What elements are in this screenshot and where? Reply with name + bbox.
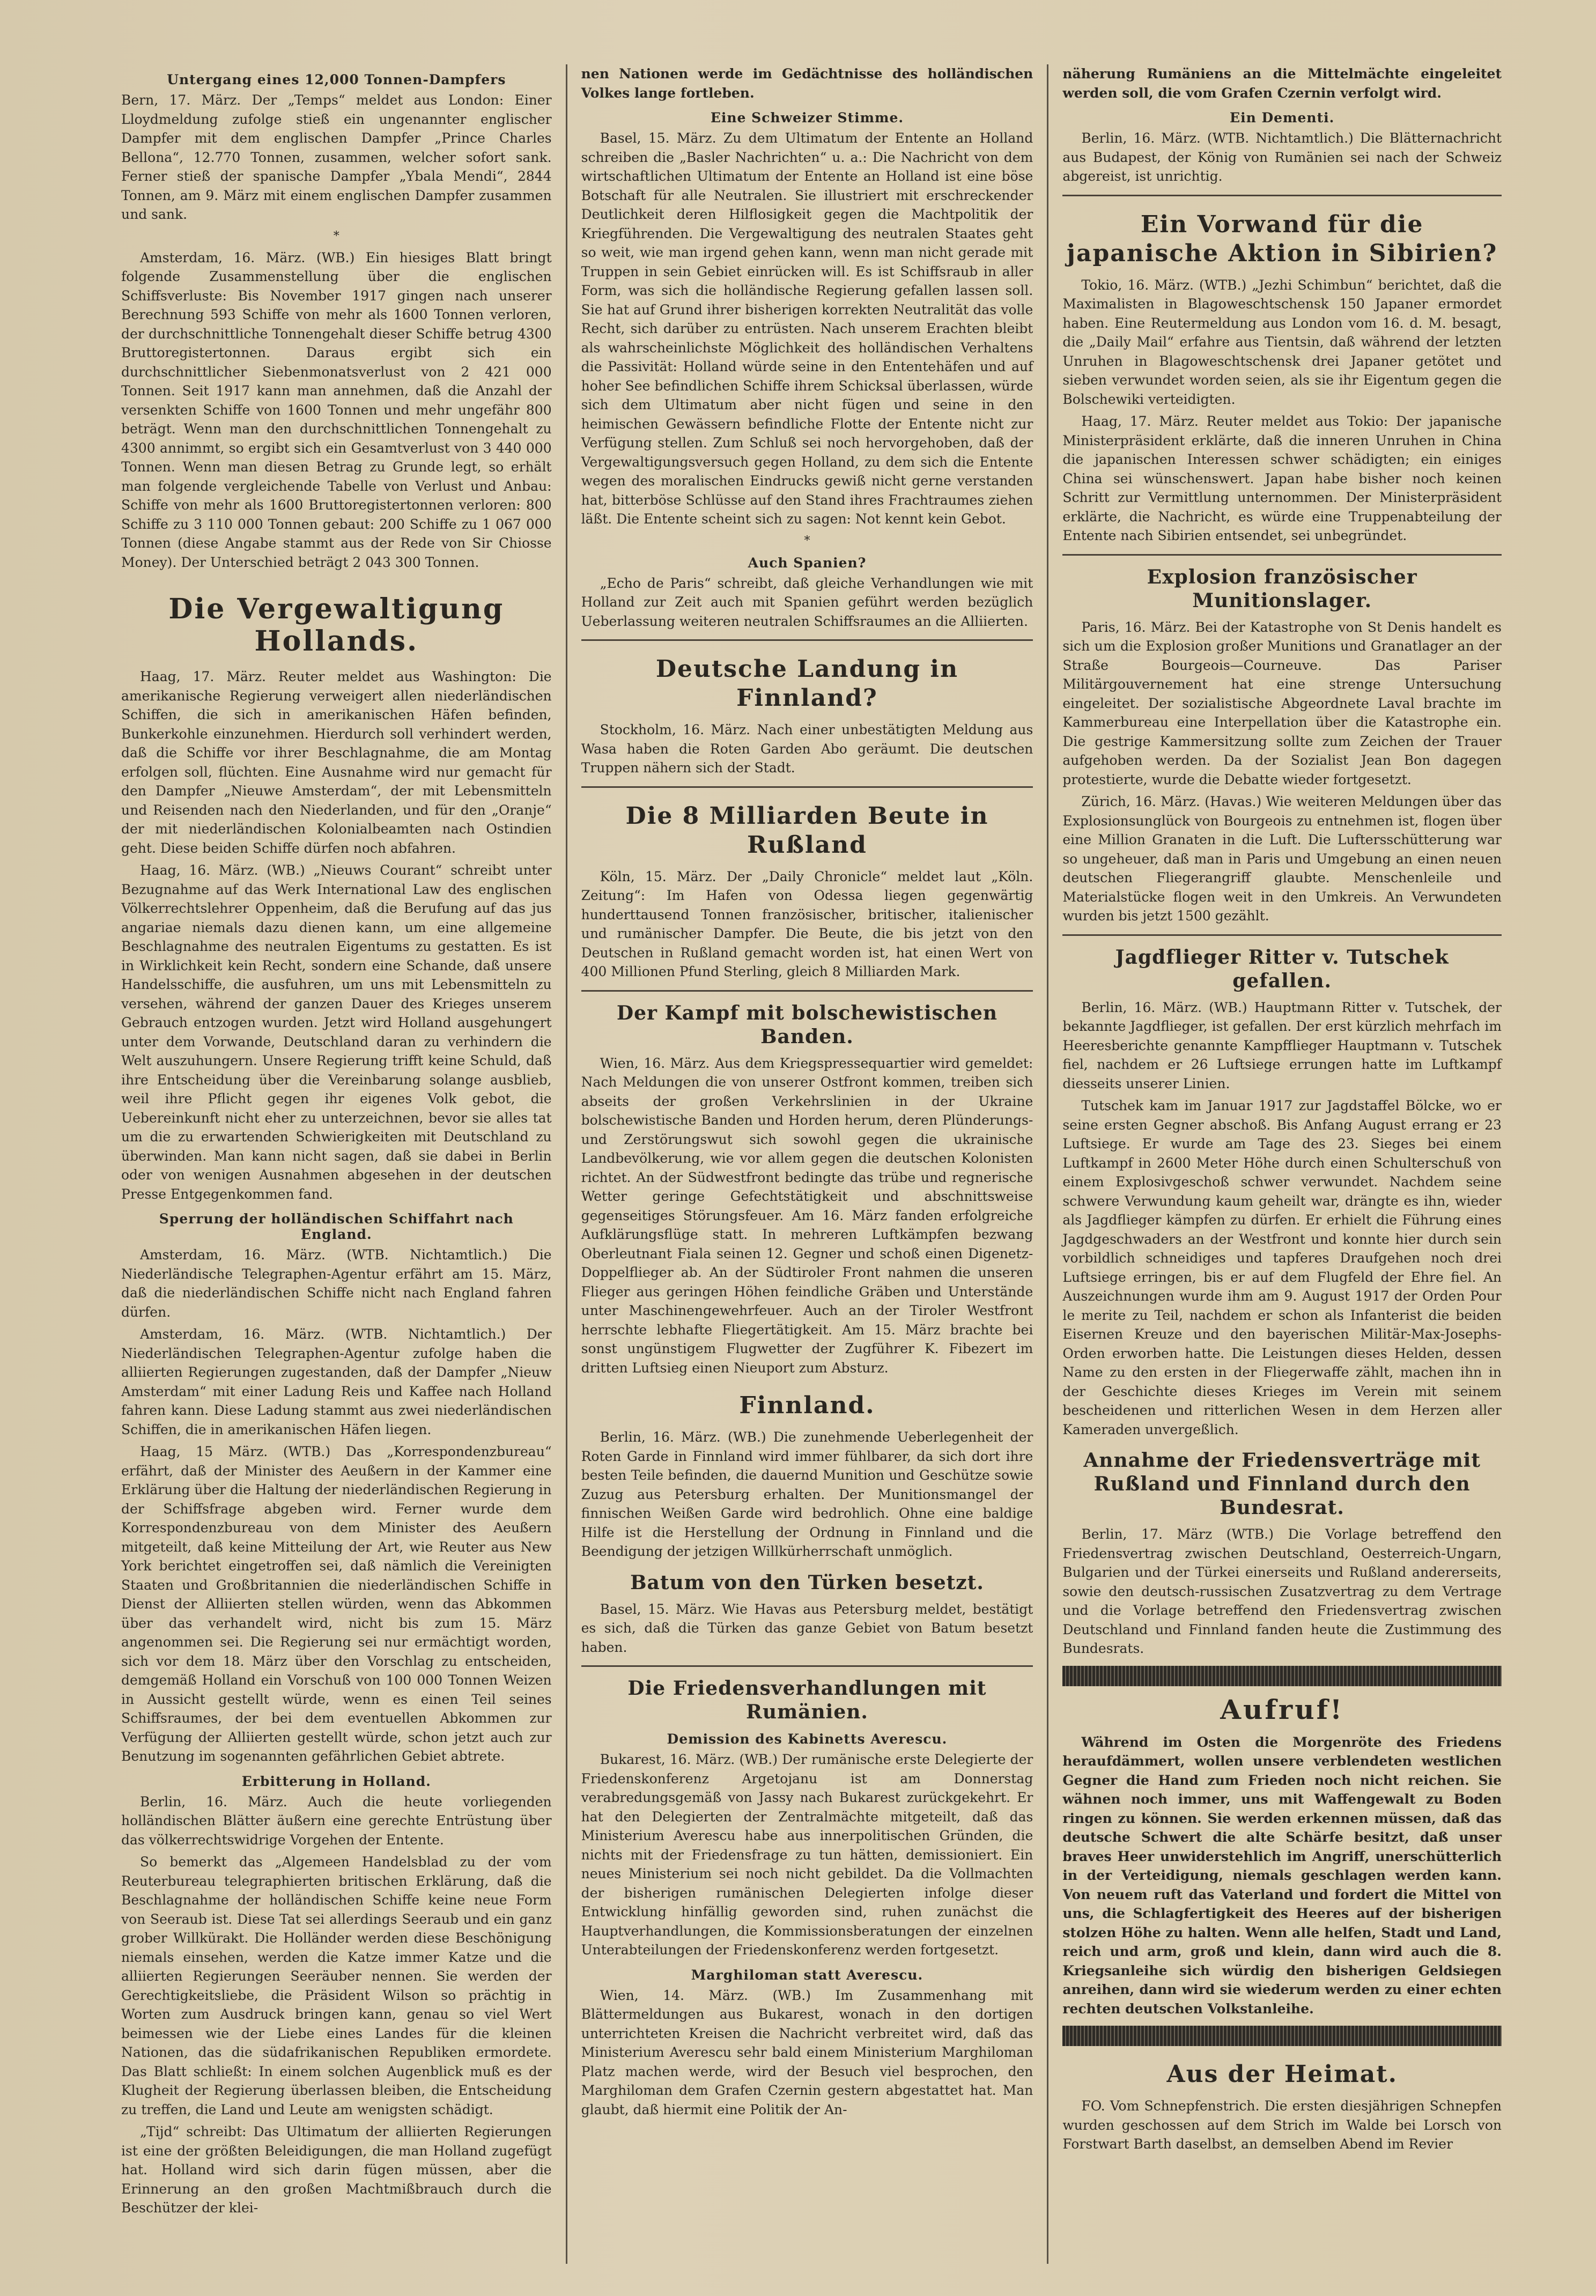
divider	[581, 1665, 1033, 1667]
headline-friedensvertraege: Annahme der Friedensverträge mit Rußland und Finnland durch den Bundesrat.	[1083, 1449, 1481, 1519]
article-paragraph: Basel, 15. März. Wie Havas aus Petersburg meldet, bestätigt es sich, daß die Türken das ganze Gebiet von Batum besetzt haben.	[581, 1601, 1033, 1655]
article-paragraph: Köln, 15. März. Der „Daily Chronicle“ meldet laut „Köln. Zeitung“: Im Hafen von Odessa liegen gegenwärtig hunderttausend Tonnen französischer, britischer, italienischer und rumänischer Dampfer. Die Beute, die bis jetzt von den Deutschen in Rußland gemacht worden ist, hat einen Wert von 400 Millionen Pfund Sterling, gleich 8 Milliarden Mark.	[581, 868, 1033, 979]
article-paragraph: Haag, 16. März. (WB.) „Nieuws Courant“ schreibt unter Bezugnahme auf das Werk International Law des englischen Völkerrechtslehrer Oppenheim, daß die Berufung auf das jus angariae niemals dazu dienen kann, um eine allgemeine Beschlagnahme des neutralen Eigentums zu gestatten. Es ist in Wirklichkeit kein Recht, sondern eine Schande, daß unsere Handelsschiffe, die ausfuhren, um uns mit Lebensmitteln zu versehen, während der ganzen Dauer des Krieges unserem Gebrauch entzogen wurden. Jetzt wird Holland ausgehungert unter dem Vorwande, Deutschland daran zu verhindern die Welt auszuhungern. Unsere Regierung trifft keine Schuld, daß ihre Entscheidung über die Vereinbarung solange ausblieb, weil ihre Pflicht gegen ihr eigenes Volk gebot, die Uebereinkunft nicht eher zu unterzeichnen, bevor sie alles tat um die zu erwartenden Schwierigkeiten mit Deutschland zu überwinden. Man kann nicht sagen, daß sie dabei in Berlin oder von wenigen Ausnahmen abgesehen in der deutschen Presse Entgegenkommen fand.	[121, 862, 552, 1202]
article-paragraph: FO. Vom Schnepfenstrich. Die ersten diesjährigen Schnepfen wurden geschossen auf dem Strich im Walde bei Lorsch von Forstwart Barth daselbst, an demselben Abend im Revier	[1062, 2098, 1502, 2152]
article-paragraph: Berlin, 16. März. (WB.) Hauptmann Ritter v. Tutschek, der bekannte Jagdflieger, ist gefallen. Der erst kürzlich mehrfach im Heeresberichte genannte Kampfflieger Hauptmann v. Tutschek fiel, nachdem er 26 Luftsiege errungen hatte im Luftkampf diesseits unserer Linien.	[1062, 999, 1502, 1091]
article-paragraph: Berlin, 16. März. Auch die heute vorliegenden holländischen Blätter äußern eine gerechte Entrüstung über das völkerrechtswidrige Vorgehen der Entente.	[121, 1793, 552, 1848]
aufruf-box	[1062, 1694, 1502, 2019]
aufruf-text: Während im Osten die Morgenröte des Friedens heraufdämmert, wollen unsere verblendeten westlichen Gegner die Hand zum Frieden noch nicht reichen. Sie wähnen noch immer, uns mit Waffengewalt zu Boden ringen zu können. Sie werden erkennen müssen, daß das deutsche Schwert die alte Schärfe besitzt, daß unser braves Heer unwiderstehlich im Angriff, unerschütterlich in der Verteidigung, niemals geschlagen werden kann. Von neuem ruft das Vaterland und fordert die Mittel von uns, die Schlagfertigkeit des Heeres auf der bisherigen stolzen Höhe zu halten. Wenn alle helfen, Stadt und Land, reich und arm, groß und klein, dann wird auch die 8. Kriegsanleihe sich würdig den bisherigen Geldsiegen anreihen, dann wird sie wiederum werden zu einer echten rechten deutschen Volkstanleihe.	[1062, 1734, 1502, 2017]
column-right	[1047, 64, 1516, 2264]
article-paragraph: Haag, 15 März. (WTB.) Das „Korrespondenzbureau“ erfährt, daß der Minister des Aeußern in der Kammer eine Erklärung über die Haltung der niederländischen Regierung in der Schiffsfrage abgeben wird. Ferner wurde dem Korrespondenzbureau von dem Minister des Aeußern mitgeteilt, daß keine Mitteilung der Art, wie Reuter aus New York berichtet eingetroffen sei, daß nämlich die Vereinigten Staaten und Großbritannien die niederländischen Schiffe in Dienst der Alliierten stellen würden, wenn das Abkommen über das verhandelt wird, nicht bis zum 15. März angenommen sei. Die Regierung sei nur ermächtigt worden, sich vor dem 18. März über den Vorschlag zu entscheiden, demgemäß Holland ein Vorschuß von 100 000 Tonnen Weizen in Aussicht gestellt würde, wenn es einen Teil seines Schiffsraumes, der bei dem eventuellen Abkommen zur Verfügung der Alliierten gestellt würde, schon jetzt auch zur Benutzung im sogenannten gefährlichen Gebiet abtrete.	[121, 1444, 552, 1764]
article-paragraph: Wien, 14. März. (WB.) Im Zusammenhang mit Blättermeldungen aus Bukarest, wonach in den dortigen unterrichteten Kreisen die Nachricht verbreitet wird, daß das Ministerium Averescu sehr bald einem Ministerium Marghiloman Platz machen werde, wird der Besuch viel besprochen, den Marghiloman dem Grafen Czernin gestern abgestattet hat. Man glaubt, daß hiermit eine Politik der An-	[581, 1987, 1033, 2117]
aufruf-heading: Aufruf!	[1220, 1693, 1344, 1725]
divider	[1062, 195, 1502, 196]
headline-vergewaltigung-hollands: Die Vergewaltigung Hollands.	[168, 593, 505, 658]
article-paragraph: Basel, 15. März. Zu dem Ultimatum der Entente an Holland schreiben die „Basler Nachrichten“ u. a.: Die Nachricht von dem wirtschaftlichen Ultimatum der Entente an Holland ist eine böse Botschaft für alle Neutralen. Sie illustriert mit erschreckender Deutlichkeit deren Hilflosigkeit gegen die Machtpolitik der Kriegführenden. Die Vergewaltigung des neutralen Staates geht so weit, wie man irgend gehen kann, wenn man nicht gerade mit Truppen in sein Gebiet einrücken will. Es ist Schiffsraub in aller Form, was sich die holländische Regierung gefallen lassen soll. Sie hat auf Grund ihrer bisherigen korrekten Neutralität das volle Recht, sich darüber zu entrüsten. Nach unserem Erachten bleibt als wahrscheinlichste Möglichkeit des holländischen Verhaltens die Passivität: Holland würde seine in den Ententehäfen und auf hoher See befindlichen Schiffe ihrem Schicksal überlassen, würde sich dem Ultimatum aber nicht fügen und seine in den heimischen Gewässern befindliche Flotte der Entente nicht zur Verfügung stellen. Zum Schluß sei noch hervorgehoben, daß der Vergewaltigungsversuch gegen Holland, zu dem sich die Entente wegen des moralischen Eindrucks gewiß nicht gerne verstanden hat, bitterböse Schlüsse auf den Stand ihres Frachtraumes ziehen läßt. Die Entente scheint sich zu sagen: Not kennt kein Gebot.	[581, 130, 1033, 527]
column-left	[107, 64, 566, 2264]
article-paragraph: Zürich, 16. März. (Havas.) Wie weiteren Meldungen über das Explosionsunglück von Bourgeois zu entnehmen ist, flogen über eine Million Granaten in die Luft. Die Luftersschütterung war so ungeheuer, daß man in Paris und Umgebung an einen neuen deutschen Fliegerangriff glaubte. Menschenleile und Materialstücke flogen weit in den Umkreis. An Verwundeten wurden bis jetzt 1500 gezählt.	[1062, 794, 1502, 924]
decorative-banner	[1062, 2026, 1502, 2046]
subheading-demission: Demission des Kabinetts Averescu.	[667, 1731, 948, 1747]
article-paragraph: Berlin, 16. März. (WTB. Nichtamtlich.) Die Blätternachricht aus Budapest, der König von Rumänien sei nach der Schweiz abgereist, ist unrichtig.	[1062, 130, 1502, 184]
headline-kampf-banden: Der Kampf mit bolschewistischen Banden.	[616, 1001, 998, 1048]
headline-heimat: Aus der Heimat.	[1166, 2061, 1398, 2088]
headline-explosion: Explosion französischer Munitionslager.	[1147, 565, 1417, 612]
article-paragraph: Wien, 16. März. Aus dem Kriegspressequartier wird gemeldet: Nach Meldungen die von unserer Ostfront kommen, treiben sich abseits der großen Verkehrslinien in der Ukraine bolschewistische Banden und Horden herum, deren Plünderungs- und Zerstörungswut sich sowohl gegen die ukrainische Landbevölkerung, wie vor allem gegen die deutschen Kolonisten richtet. An der Südwestfront bedingte das trübe und regnerische Wetter geringe Gefechtstätigkeit und abschnittsweise gegenseitiges Störungsfeuer. Am 16. März fanden erfolgreiche Aufklärungsflüge statt. In mehreren Luftkämpfen bezwang Oberleutnant Fiala seinen 12. Gegner und schoß einen Digenetz-Doppelflieger ab. An der Südtiroler Front nahmen die unseren Flieger aus geringen Höhen feindliche Gräben und Unterstände unter Maschinengewehrfeuer. Auch an der Tiroler Westfront herrschte lebhafte Fliegertätigkeit. Am 15. März brachte bei sonst ungünstigem Flugwetter der Zugführer K. Fibezert im dritten Luftsieg einen Nieuport zum Absturz.	[581, 1055, 1033, 1376]
article-paragraph: „Tijd“ schreibt: Das Ultimatum der alliierten Regierungen ist eine der größten Beleidigungen, die man Holland zugefügt hat. Holland wird sich darin fügen müssen, aber die Erinnerung an den großen Machtmißbrauch durch die Beschützer der klei-	[121, 2124, 552, 2216]
subheading-schweizer-stimme: Eine Schweizer Stimme.	[710, 110, 904, 125]
article-paragraph: Paris, 16. März. Bei der Katastrophe von St Denis handelt es sich um die Explosion großer Munitions und Granatlager an der Straße Bourgeois—Courneuve. Das Pariser Militärgouvernement hat eine strenge Untersuchung eingeleitet. Der sozialistische Abgeordnete Laval brachte im Kammerbureau eine Interpellation über die Katastrophe ein. Die gestrige Kammersitzung sollte zum Zeichen der Trauer aufgehoben werden. Da der Sozialist Jean Bon dagegen protestierte, wurde die Debatte wieder fortgesetzt.	[1062, 619, 1502, 787]
article-paragraph: „Echo de Paris“ schreibt, daß gleiche Verhandlungen wie mit Holland zur Zeit auch mit Spanien geführt werden bezüglich Ueberlassung weiteren neutralen Schiffsraumes an die Alliierten.	[581, 575, 1033, 629]
article-paragraph: Bern, 17. März. Der „Temps“ meldet aus London: Einer Lloydmeldung zufolge stieß ein ungenannter englischer Dampfer mit dem englischen Dampfer „Prince Charles Bellona“, 12.770 Tonnen, zusammen, welcher sofort sank. Ferner stieß der spanische Dampfer „Ybala Mendi“, 2844 Tonnen, am 9. März mit einem englischen Dampfer zusammen und sank.	[121, 92, 552, 222]
divider	[581, 786, 1033, 788]
divider	[581, 639, 1033, 641]
column-middle	[566, 64, 1047, 2264]
headline-landung-finnland: Deutsche Landung in Finnland?	[655, 655, 959, 712]
headline-japanische-aktion: Ein Vorwand für die japanische Aktion in Sibirien?	[1067, 210, 1498, 267]
headline-milliarden-beute: Die 8 Milliarden Beute in Rußland	[625, 802, 989, 859]
article-paragraph: Stockholm, 16. März. Nach einer unbestätigten Meldung aus Wasa haben die Roten Garden Abo geräumt. Die deutschen Truppen nähern sich der Stadt.	[581, 722, 1033, 776]
article-paragraph: Berlin, 17. März (WTB.) Die Vorlage betreffend den Friedensvertrag zwischen Deutschland, Oesterreich-Ungarn, Bulgarien und der Türkei einerseits und Rußland andererseits, sowie den deutsch-russischen Zusatzvertrag zu dem Vertrage und die Vorlage betreffend den Friedensvertrag zwischen Deutschland und Finnland fanden heute die Zustimmung des Bundesrats.	[1062, 1526, 1502, 1656]
article-paragraph: näherung Rumäniens an die Mittelmächte eingeleitet werden soll, die vom Grafen Czernin verfolgt wird.	[1062, 66, 1502, 101]
article-paragraph: Amsterdam, 16. März. (WTB. Nichtamtlich.) Die Niederländische Telegraphen-Agentur erfährt am 15. März, daß die niederländischen Schiffe nicht nach England fahren dürfen.	[121, 1247, 552, 1320]
article-paragraph: Tutschek kam im Januar 1917 zur Jagdstaffel Bölcke, wo er seine ersten Gegner abschoß. Bis Anfang August errang er 23 Luftsiege. Er wurde am Tage des 23. Sieges bei einem Luftkampf in 2600 Meter Höhe durch einen Schulterschuß von einem Explosivgeschoß schwer verwundet. Nachdem seine schwere Verwundung kaum geheilt war, drängte es ihn, wieder als Jagdflieger kämpfen zu dürfen. Er erhielt die Führung eines Jagdgeschwaders an der Westfront und konnte hier durch sein vorbildlich schneidiges und tapferes Draufgehen noch drei Luftsiege erringen, bis er auf dem Flugfeld der Ehre fiel. An Auszeichnungen wurde ihm am 9. August 1917 der Orden Pour le merite zu Teil, nachdem er schon als Infanterist die beiden Eisernen Kreuze und den bayerischen Militär-Max-Josephs-Orden erworben hatte. Die Leistungen dieses Helden, dessen Name zu den ersten in der Fliegerwaffe zählt, machen ihn in der Geschichte dieses Krieges im Verein mit seinem bescheidenen und ritterlichen Wesen in dem Herzen aller Kameraden unvergeßlich.	[1062, 1098, 1502, 1437]
headline-finnland: Finnland.	[739, 1392, 875, 1419]
article-paragraph: Tokio, 16. März. (WTB.) „Jezhi Schimbun“ berichtet, daß die Maximalisten in Blagoweschtschensk 150 Japaner ermordet haben. Eine Reutermeldung aus London vom 16. d. M. besagt, die „Daily Mail“ erfahre aus Tientsin, daß während der letzten Unruhen in Blagoweschtschensk drei Japaner getötet und sieben verwundet worden seien, als sie ihr Eigentum gegen die Bolschewiki verteidigten.	[1062, 277, 1502, 407]
article-paragraph: Bukarest, 16. März. (WB.) Der rumänische erste Delegierte der Friedenskonferenz Argetojanu ist am Donnerstag verabredungsgemäß von Jassy nach Bukarest zurückgekehrt. Er hat den Delegierten der Zentralmächte mitgeteilt, daß das Ministerium Averescu habe aus innerpolitischen Gründen, die nichts mit der Friedensfrage zu tun hätten, demissioniert. Ein neues Ministerium sei noch nicht gebildet. Da die Vollmachten der bisherigen rumänischen Delegierten infolge dieser Entwicklung hinfällig geworden sind, ruhen zunächst die Hauptverhandlungen, die Kommissionsberatungen der einzelnen Unterabteilungen der Friedenskonferenz werden fortgesetzt.	[581, 1752, 1033, 1958]
headline-batum: Batum von den Türken besetzt.	[630, 1571, 984, 1594]
separator: *	[804, 534, 810, 548]
divider	[1062, 554, 1502, 556]
headline-rumaenien: Die Friedensverhandlungen mit Rumänien.	[627, 1677, 987, 1723]
article-paragraph: Haag, 17. März. Reuter meldet aus Washington: Die amerikanische Regierung verweigert allen niederländischen Schiffen, die sich in amerikanischen Häfen befinden, Bunkerkohle einzunehmen. Hierdurch soll verhindert werden, daß die Schiffe vor ihrer Beschlagnahme, die am Montag erfolgen soll, flüchten. Eine Ausnahme wird nur gemacht für den Dampfer „Nieuwe Amsterdam“, der mit Lebensmitteln und Reisenden nach den Niederlanden, und für den „Oranje“ der mit niederländischen Kolonialbeamten nach Ostindien geht. Diese beiden Schiffe dürfen noch abfahren.	[121, 669, 552, 856]
article-paragraph: Haag, 17. März. Reuter meldet aus Tokio: Der japanische Ministerpräsident erklärte, daß die inneren Unruhen in China die japanischen Interessen schwer schädigten; ein einiges China sei wünschenswert. Japan habe bisher noch keinen Schritt zur Vermittlung unternommen. Der Ministerpräsident erklärte, die Nachricht, es würde eine Truppenabteilung der Entente nach Sibirien entsendet, sei unbegründet.	[1062, 414, 1502, 543]
article-paragraph: nen Nationen werde im Gedächtnisse des holländischen Volkes lange fortleben.	[581, 66, 1033, 101]
divider	[1062, 934, 1502, 936]
headline-tutschek: Jagdflieger Ritter v. Tutschek gefallen.	[1115, 946, 1449, 992]
article-paragraph: Amsterdam, 16. März. (WB.) Ein hiesiges Blatt bringt folgende Zusammenstellung über die englischen Schiffsverluste: Bis November 1917 gingen nach unserer Berechnung 593 Schiffe von mehr als 1600 Tonnen verloren, der durchschnittliche Tonnengehalt dieser Schiffe betrug 4300 Bruttoregistertonnen. Daraus ergibt sich ein durchschnittlicher Siebenmonatsverlust von 2 421 000 Tonnen. Seit 1917 kann man annehmen, daß die Anzahl der versenkten Schiffe von 1600 Tonnen und mehr ungefähr 800 beträgt. Wenn man den durchschnittlichen Tonnengehalt zu 4300 annimmt, so ergibt sich ein Gesamtverlust von 3 440 000 Tonnen. Wenn man diesen Betrag zu Grunde legt, so erhält man folgende vergleichende Tabelle von Verlust und Anbau: Schiffe von mehr als 1600 Bruttoregistertonnen verloren: 800 Schiffe zu 3 110 000 Tonnen gebaut: 200 Schiffe zu 1 067 000 Tonnen (diese Angabe stammt aus der Rede von Sir Chiosse Money). Der Unterschied beträgt 2 043 300 Tonnen.	[121, 249, 552, 570]
divider	[581, 990, 1033, 992]
subheading-sperrung: Sperrung der holländischen Schiffahrt nach England.	[159, 1211, 514, 1242]
headline-untergang: Untergang eines 12,000 Tonnen-Dampfers	[167, 72, 506, 87]
subheading-erbitterung: Erbitterung in Holland.	[241, 1773, 431, 1789]
article-paragraph: Amsterdam, 16. März. (WTB. Nichtamtlich.) Der Niederländischen Telegraphen-Agentur zufolge haben die alliierten Regierungen zugestanden, daß der Dampfer „Nieuw Amsterdam“ mit einer Ladung Reis und Kaffee nach Holland fahren kann. Diese Ladung stammt aus zwei niederländischen Schiffen, die in amerikanischen Häfen liegen.	[121, 1326, 552, 1437]
decorative-banner	[1062, 1666, 1502, 1686]
subheading-auch-spanien: Auch Spanien?	[748, 555, 867, 571]
article-paragraph: Berlin, 16. März. (WB.) Die zunehmende Ueberlegenheit der Roten Garde in Finnland wird immer fühlbarer, da sich dort ihre besten Teile befinden, die dauernd Munition und Geschütze sowie Zuzug aus Petersburg erhalten. Der Munitionsmangel der finnischen Weißen Garde wird bedrohlich. Ohne eine baldige Hilfe ist die Herstellung der Ordnung in Finnland und die Beendigung der jetzigen Willkürherrschaft unmöglich.	[581, 1429, 1033, 1559]
subheading-marghiloman: Marghiloman statt Averescu.	[691, 1967, 923, 1983]
subheading-dementi: Ein Dementi.	[1230, 110, 1335, 125]
article-paragraph: So bemerkt das „Algemeen Handelsblad zu der vom Reuterbureau telegraphierten britischen Erklärung, daß die Beschlagnahme der holländischen Schiffe keine neue Form von Seeraub ist. Diese Tat sei allerdings Seeraub und ein ganz grober Willkürakt. Die Holländer werden diese Beschönigung niemals einsehen, werden die Katze immer Katze und die alliierten Regierungen Seeräuber nennen. Sie werden der Gerechtigkeitsliebe, die Präsident Wilson so prächtig in Worten zum Ausdruck bringen kann, genau so viel Wert beimessen wie der Liebe eines Landes für die kleinen Nationen, das die südafrikanischen Republiken ermordete. Das Blatt schließt: In einem solchen Augenblick muß es der Klugheit der Regierung überlassen bleiben, die Entscheidung zu treffen, die Land und Leute am wenigsten schädigt.	[121, 1854, 552, 2117]
separator: *	[333, 229, 339, 243]
